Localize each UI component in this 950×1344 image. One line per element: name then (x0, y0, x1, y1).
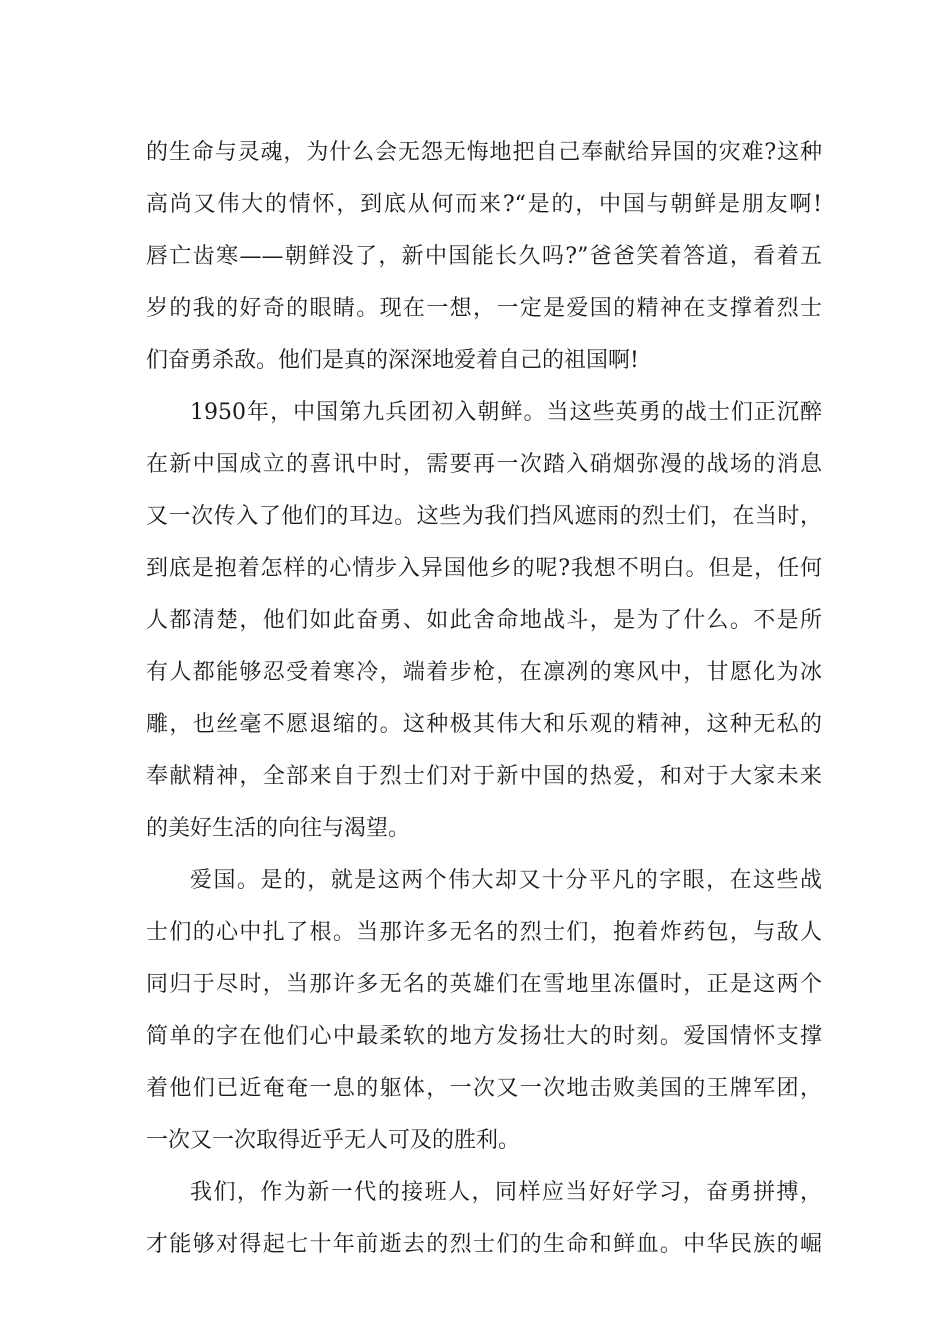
text-line: 人都清楚，他们如此奋勇、如此舍命地战斗，是为了什么。不是所 (146, 608, 822, 633)
text-line: 唇亡齿寒——朝鲜没了，新中国能长久吗?”爸爸笑着答道，看着五 (146, 244, 822, 269)
text-line: 一次又一次取得近乎无人可及的胜利。 (146, 1128, 521, 1153)
text-line: 的生命与灵魂，为什么会无怨无悔地把自己奉献给异国的灾难?这种 (146, 140, 822, 165)
text-line: 在新中国成立的喜讯中时，需要再一次踏入硝烟弥漫的战场的消息 (146, 452, 822, 477)
paragraph-first-line: 我们，作为新一代的接班人，同样应当好好学习，奋勇拼搏， (190, 1180, 822, 1205)
text-line: 高尚又伟大的情怀，到底从何而来?“是的，中国与朝鲜是朋友啊! (146, 192, 822, 217)
text-line: 简单的字在他们心中最柔软的地方发扬壮大的时刻。爱国情怀支撑 (146, 1024, 822, 1049)
document-body (146, 127, 822, 1271)
text-line: 有人都能够忍受着寒冷，端着步枪，在凛冽的寒风中，甘愿化为冰 (146, 660, 822, 685)
text-line: 雕，也丝毫不愿退缩的。这种极其伟大和乐观的精神，这种无私的 (146, 712, 822, 737)
text-line: 着他们已近奄奄一息的躯体，一次又一次地击败美国的王牌军团， (146, 1076, 822, 1101)
text-line: 奉献精神，全部来自于烈士们对于新中国的热爱，和对于大家未来 (146, 764, 822, 789)
text-line: 又一次传入了他们的耳边。这些为我们挡风遮雨的烈士们，在当时， (146, 504, 822, 529)
text-line: 岁的我的好奇的眼睛。现在一想，一定是爱国的精神在支撑着烈士 (146, 296, 822, 321)
text-line: 同归于尽时，当那许多无名的英雄们在雪地里冻僵时，正是这两个 (146, 972, 822, 997)
paragraph-first-line: 1950年，中国第九兵团初入朝鲜。当这些英勇的战士们正沉醉 (190, 400, 822, 425)
text-line: 才能够对得起七十年前逝去的烈士们的生命和鲜血。中华民族的崛 (146, 1232, 822, 1257)
text-line: 的美好生活的向往与渴望。 (146, 816, 411, 841)
text-line: 们奋勇杀敌。他们是真的深深地爱着自己的祖国啊! (146, 348, 639, 373)
text-line: 士们的心中扎了根。当那许多无名的烈士们，抱着炸药包，与敌人 (146, 920, 822, 945)
paragraph-first-line: 爱国。是的，就是这两个伟大却又十分平凡的字眼，在这些战 (190, 868, 822, 893)
text-line: 到底是抱着怎样的心情步入异国他乡的呢?我想不明白。但是，任何 (146, 556, 822, 581)
